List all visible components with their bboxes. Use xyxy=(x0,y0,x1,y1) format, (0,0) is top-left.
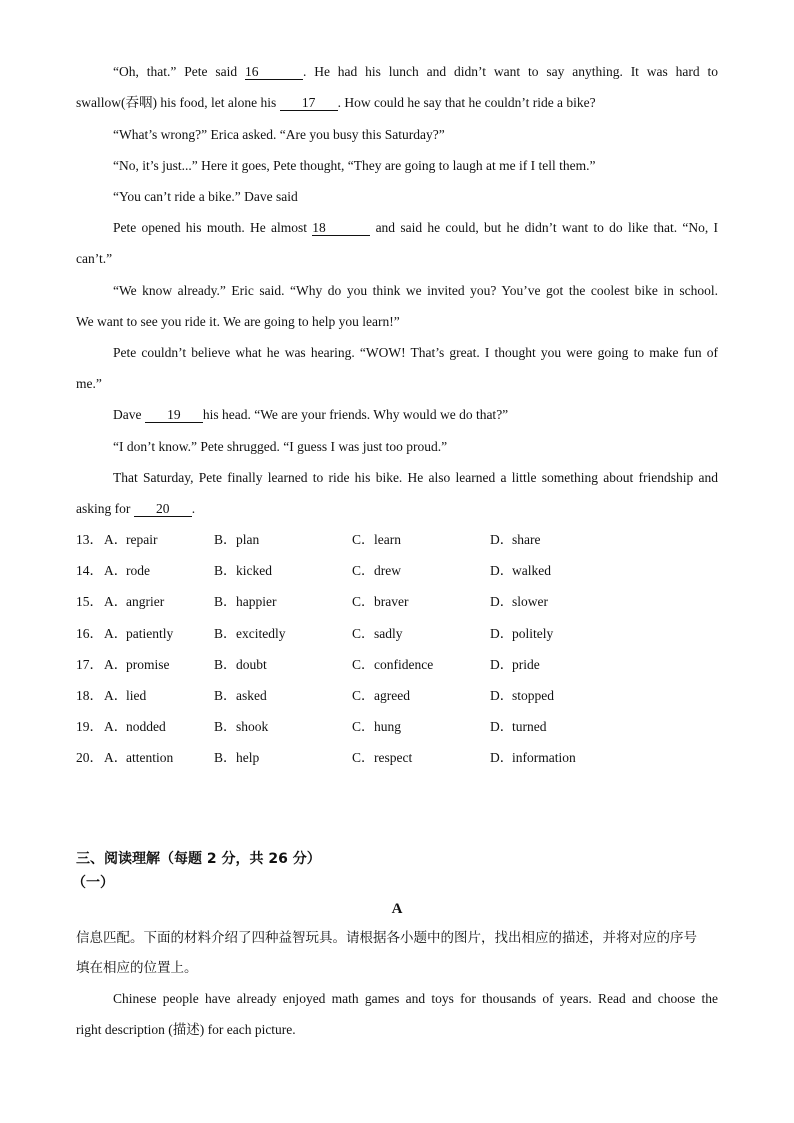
option-letter: C． xyxy=(352,688,375,703)
passage-text: . xyxy=(191,501,196,516)
option-row xyxy=(76,625,718,643)
option-d xyxy=(490,749,576,767)
option-text: plan xyxy=(236,532,260,547)
option-letter: C． xyxy=(352,563,375,578)
option-letter: C． xyxy=(352,594,375,609)
option-b xyxy=(214,562,272,580)
option-row xyxy=(76,687,718,705)
option-letter: B． xyxy=(214,626,237,641)
option-text: help xyxy=(236,750,260,765)
option-letter: D． xyxy=(490,688,514,703)
option-letter: D． xyxy=(490,626,514,641)
option-row xyxy=(76,749,718,767)
option-row xyxy=(76,718,718,736)
option-text: confidence xyxy=(374,657,434,672)
option-letter: B． xyxy=(214,594,237,609)
passage-line xyxy=(113,63,718,81)
option-text: nodded xyxy=(126,719,166,734)
passage-line xyxy=(113,219,718,237)
option-c xyxy=(352,562,401,580)
option-text: excitedly xyxy=(236,626,286,641)
option-text: promise xyxy=(126,657,170,672)
instruction-line: 填在相应的位置上。 xyxy=(76,960,198,976)
passage-line: “What’s wrong?” Erica asked. “Are you busy this Saturday?” xyxy=(113,127,445,142)
option-letter: D． xyxy=(490,750,514,765)
option-letter: C． xyxy=(352,719,375,734)
option-text: agreed xyxy=(374,688,410,703)
option-text: share xyxy=(512,532,541,547)
option-c xyxy=(352,593,408,611)
option-text: turned xyxy=(512,719,547,734)
option-c xyxy=(352,718,401,736)
option-letter: A． xyxy=(104,594,128,609)
option-text: doubt xyxy=(236,657,267,672)
option-d xyxy=(490,656,540,674)
option-a xyxy=(104,531,157,549)
option-text: slower xyxy=(512,594,548,609)
passage-text: his head. “We are your friends. Why would we do that?” xyxy=(202,407,509,422)
passage-line: We want to see you ride it. We are going to help you learn!” xyxy=(76,314,400,329)
option-text: asked xyxy=(236,688,267,703)
option-b xyxy=(214,687,267,705)
question-number: 17． xyxy=(76,657,103,672)
option-text: patiently xyxy=(126,626,174,641)
option-row xyxy=(76,656,718,674)
passage-line: Pete couldn’t believe what he was hearing. “WOW! That’s great. I thought you were going to make fun of xyxy=(113,345,718,360)
option-d xyxy=(490,625,553,643)
passage-line: can’t.” xyxy=(76,251,113,266)
option-text: repair xyxy=(126,532,158,547)
option-letter: A． xyxy=(104,688,128,703)
option-letter: D． xyxy=(490,657,514,672)
question-number: 20． xyxy=(76,750,103,765)
option-text: information xyxy=(512,750,576,765)
option-letter: D． xyxy=(490,594,514,609)
option-letter: A． xyxy=(104,626,128,641)
option-letter: A． xyxy=(104,719,128,734)
part-label: A xyxy=(391,901,403,917)
option-text: respect xyxy=(374,750,413,765)
passage-line: “I don’t know.” Pete shrugged. “I guess I was just too proud.” xyxy=(113,439,448,454)
option-d xyxy=(490,593,548,611)
blank-16: 16 xyxy=(245,64,303,80)
option-b xyxy=(214,656,267,674)
option-a xyxy=(104,562,150,580)
option-d xyxy=(490,562,551,580)
option-letter: D． xyxy=(490,563,514,578)
option-letter: A． xyxy=(104,563,128,578)
option-a xyxy=(104,593,164,611)
option-text: learn xyxy=(374,532,401,547)
option-a xyxy=(104,749,173,767)
option-d xyxy=(490,718,547,736)
passage-line xyxy=(113,406,718,424)
option-text: angrier xyxy=(126,594,165,609)
passage-text: and said he could, but he didn’t want to do like that. “No, I xyxy=(375,220,718,235)
option-text: braver xyxy=(374,594,409,609)
passage-text: Dave xyxy=(113,407,142,422)
question-number: 19． xyxy=(76,719,103,734)
passage-line: “We know already.” Eric said. “Why do you think we invited you? You’ve got the coolest bike in school. xyxy=(113,283,718,298)
option-b xyxy=(214,593,276,611)
option-text: shook xyxy=(236,719,269,734)
question-number: 13． xyxy=(76,532,103,547)
option-b xyxy=(214,531,259,549)
question-number: 14． xyxy=(76,563,103,578)
blank-18: 18 xyxy=(312,220,370,236)
option-c xyxy=(352,531,401,549)
passage-line: “No, it’s just...” Here it goes, Pete thought, “They are going to laugh at me if I tell them.” xyxy=(113,158,596,173)
option-row xyxy=(76,531,718,549)
passage-line: “You can’t ride a bike.” Dave said xyxy=(113,189,298,204)
question-number: 16． xyxy=(76,626,103,641)
option-text: kicked xyxy=(236,563,272,578)
section-heading: 三、阅读理解（每题 2 分，共 26 分） xyxy=(76,851,321,867)
option-text: attention xyxy=(126,750,174,765)
passage-line: That Saturday, Pete finally learned to ride his bike. He also learned a little something about friendship and xyxy=(113,470,718,485)
passage-line xyxy=(76,500,718,518)
blank-20: 20 xyxy=(134,501,192,517)
option-b xyxy=(214,749,259,767)
passage-text: Pete opened his mouth. He almost xyxy=(113,220,307,235)
intro-line: right description (描述) for each picture. xyxy=(76,1022,296,1037)
passage-text: . How could he say that he couldn’t ride a bike? xyxy=(337,95,596,110)
option-letter: B． xyxy=(214,688,237,703)
question-number: 15． xyxy=(76,594,103,609)
option-text: happier xyxy=(236,594,277,609)
option-text: hung xyxy=(374,719,401,734)
option-row xyxy=(76,593,718,611)
passage-text: swallow(吞咽) his food, let alone his xyxy=(76,95,277,110)
subsection-label: （一） xyxy=(72,875,114,891)
passage-text: “Oh, that.” Pete said xyxy=(113,64,238,79)
option-letter: C． xyxy=(352,532,375,547)
option-letter: B． xyxy=(214,563,237,578)
option-b xyxy=(214,718,268,736)
option-letter: C． xyxy=(352,750,375,765)
option-letter: A． xyxy=(104,532,128,547)
option-text: politely xyxy=(512,626,554,641)
option-c xyxy=(352,687,410,705)
option-c xyxy=(352,749,412,767)
option-letter: B． xyxy=(214,657,237,672)
passage-text: asking for xyxy=(76,501,131,516)
option-letter: A． xyxy=(104,750,128,765)
option-text: lied xyxy=(126,688,147,703)
intro-line: Chinese people have already enjoyed math games and toys for thousands of years. Read and choose the xyxy=(113,991,718,1006)
option-row xyxy=(76,562,718,580)
option-text: pride xyxy=(512,657,540,672)
option-text: walked xyxy=(512,563,551,578)
passage-line xyxy=(76,94,718,112)
option-text: stopped xyxy=(512,688,554,703)
blank-17: 17 xyxy=(280,95,338,111)
option-letter: B． xyxy=(214,750,237,765)
option-a xyxy=(104,687,146,705)
option-d xyxy=(490,687,554,705)
question-number: 18． xyxy=(76,688,103,703)
instruction-line: 信息匹配。下面的材料介绍了四种益智玩具。请根据各小题中的图片，找出相应的描述，并将对应的序号 xyxy=(76,930,697,946)
option-letter: B． xyxy=(214,532,237,547)
option-a xyxy=(104,656,170,674)
passage-line: me.” xyxy=(76,376,102,391)
blank-19: 19 xyxy=(145,407,203,423)
option-d xyxy=(490,531,540,549)
option-letter: D． xyxy=(490,719,514,734)
option-letter: A． xyxy=(104,657,128,672)
option-letter: B． xyxy=(214,719,237,734)
option-c xyxy=(352,625,403,643)
passage-text: . He had his lunch and didn’t want to say anything. It was hard to xyxy=(302,64,719,79)
option-text: rode xyxy=(126,563,150,578)
option-text: drew xyxy=(374,563,401,578)
option-a xyxy=(104,625,173,643)
option-c xyxy=(352,656,433,674)
option-b xyxy=(214,625,285,643)
option-text: sadly xyxy=(374,626,403,641)
option-letter: C． xyxy=(352,626,375,641)
option-a xyxy=(104,718,166,736)
option-letter: C． xyxy=(352,657,375,672)
option-letter: D． xyxy=(490,532,514,547)
